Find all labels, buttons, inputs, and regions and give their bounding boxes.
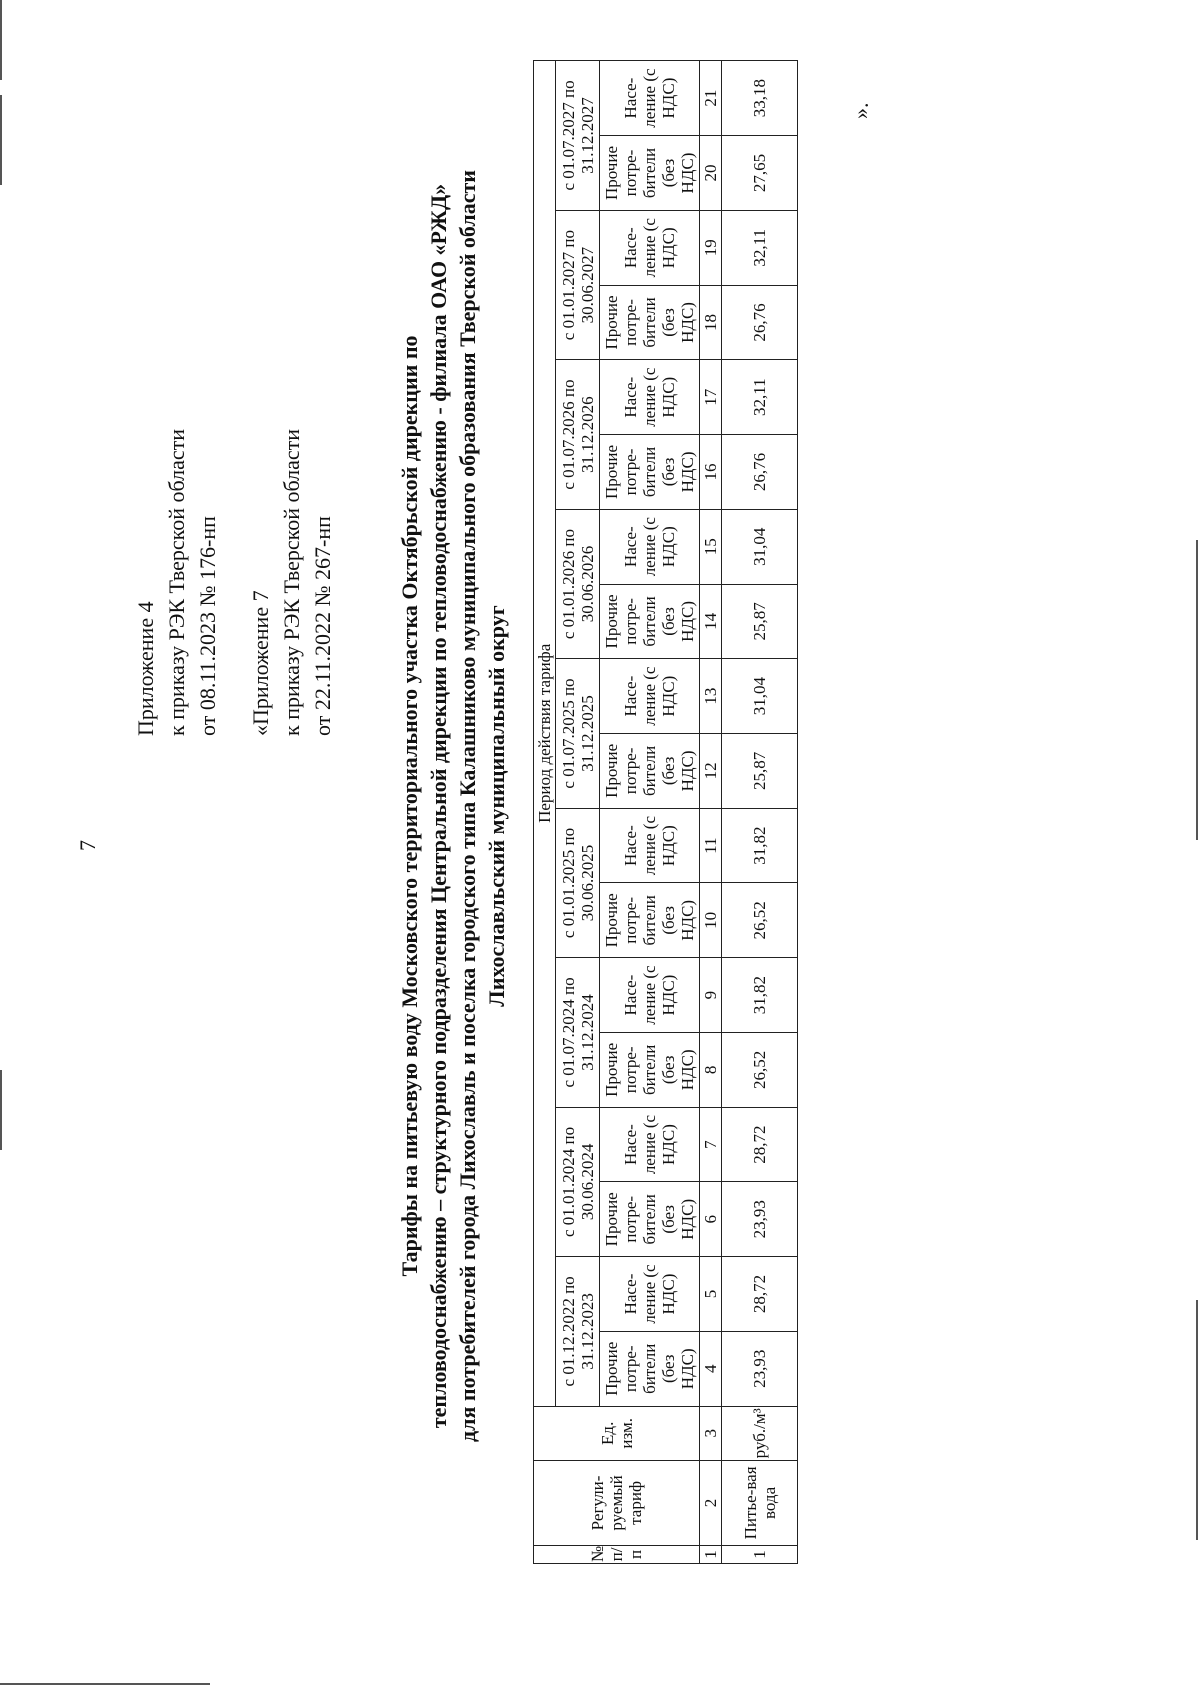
consumer-other-header: Прочие потре-бители (без НДС) [600, 435, 700, 510]
column-number-row [700, 61, 722, 1564]
consumer-population-header: Насе-ление (с НДС) [600, 61, 700, 136]
tariff-value-cell: 23,93 [722, 1182, 798, 1257]
header-period: Период действия тарифа [534, 61, 556, 1407]
tariff-value-cell: 26,52 [722, 1032, 798, 1107]
tariff-value-cell: 27,65 [722, 136, 798, 211]
column-number: 6 [700, 1182, 722, 1257]
column-number: 15 [700, 509, 722, 584]
consumer-other-header: Прочие потре-бители (без НДС) [600, 1032, 700, 1107]
consumer-population-header: Насе-ление (с НДС) [600, 1107, 700, 1182]
column-number: 14 [700, 584, 722, 659]
title-line: Лихославльский муниципальный округ [484, 605, 509, 1007]
appendix-line: от 22.11.2022 № 267-нп [310, 516, 335, 736]
tariff-value-cell: 25,87 [722, 584, 798, 659]
closing-quote: ». [848, 102, 873, 119]
title-line: тепловодоснабжению – структурного подразделения Центральной дирекции по тепловодоснабжению - филиала ОАО «РЖД» [426, 183, 451, 1429]
column-number: 17 [700, 360, 722, 435]
appendix-new-block [130, 429, 223, 736]
column-number: 3 [700, 1406, 722, 1460]
row-unit: руб./м³ [722, 1406, 798, 1460]
header-num: № п/п [534, 1545, 700, 1563]
period-header: с 01.07.2025 по 31.12.2025 [556, 659, 600, 808]
column-number: 7 [700, 1107, 722, 1182]
tariff-value-cell: 28,72 [722, 1257, 798, 1332]
table-row [722, 61, 798, 1564]
column-number: 10 [700, 883, 722, 958]
tariff-value-cell: 26,76 [722, 285, 798, 360]
document-title [395, 166, 511, 1446]
consumer-other-header: Прочие потре-бители (без НДС) [600, 584, 700, 659]
title-line: Тарифы на питьевую воду Московского территориального участка Октябрьской дирекции по [397, 335, 422, 1277]
column-number: 1 [700, 1545, 722, 1563]
period-header: с 01.01.2024 по 30.06.2024 [556, 1107, 600, 1256]
consumer-population-header: Насе-ление (с НДС) [600, 958, 700, 1033]
title-line: для потребителей города Лихославль и поселка городского типа Калашниково муниципального образования Тверской области [455, 170, 480, 1442]
column-number: 9 [700, 958, 722, 1033]
column-number: 8 [700, 1032, 722, 1107]
consumer-other-header: Прочие потре-бители (без НДС) [600, 883, 700, 958]
column-number: 11 [700, 808, 722, 883]
appendix-line: от 08.11.2023 № 176-нп [195, 516, 220, 736]
tariff-value-cell: 31,04 [722, 659, 798, 734]
row-number: 1 [722, 1545, 798, 1563]
tariff-value-cell: 23,93 [722, 1331, 798, 1406]
consumer-population-header: Насе-ление (с НДС) [600, 659, 700, 734]
consumer-population-header: Насе-ление (с НДС) [600, 808, 700, 883]
consumer-population-header: Насе-ление (с НДС) [600, 210, 700, 285]
column-number: 2 [700, 1460, 722, 1545]
consumer-other-header: Прочие потре-бители (без НДС) [600, 1331, 700, 1406]
column-number: 16 [700, 435, 722, 510]
column-number: 18 [700, 285, 722, 360]
consumer-population-header: Насе-ление (с НДС) [600, 360, 700, 435]
column-number: 4 [700, 1331, 722, 1406]
consumer-other-header: Прочие потре-бители (без НДС) [600, 136, 700, 211]
column-number: 20 [700, 136, 722, 211]
tariff-table [533, 60, 798, 1564]
consumer-population-header: Насе-ление (с НДС) [600, 1257, 700, 1332]
header-unit: Ед. изм. [534, 1406, 700, 1460]
column-number: 21 [700, 61, 722, 136]
period-header: с 01.07.2024 по 31.12.2024 [556, 958, 600, 1107]
appendix-line: к приказу РЭК Тверской области [279, 428, 304, 736]
tariff-value-cell: 25,87 [722, 734, 798, 809]
period-header: с 01.01.2027 по 30.06.2027 [556, 210, 600, 359]
appendix-line: к приказу РЭК Тверской области [164, 428, 189, 736]
tariff-value-cell: 33,18 [722, 61, 798, 136]
consumer-other-header: Прочие потре-бители (без НДС) [600, 285, 700, 360]
consumer-population-header: Насе-ление (с НДС) [600, 509, 700, 584]
period-header: с 01.07.2027 по 31.12.2027 [556, 61, 600, 211]
column-number: 5 [700, 1257, 722, 1332]
consumer-row [600, 61, 700, 1564]
period-header: с 01.12.2022 по 31.12.2023 [556, 1257, 600, 1406]
tariff-value-cell: 32,11 [722, 210, 798, 285]
column-number: 12 [700, 734, 722, 809]
period-header: с 01.07.2026 по 31.12.2026 [556, 360, 600, 509]
row-tariff-name: Питье-вая вода [722, 1460, 798, 1545]
period-header: с 01.01.2026 по 30.06.2026 [556, 509, 600, 658]
period-header: с 01.01.2025 по 30.06.2025 [556, 808, 600, 957]
column-number: 19 [700, 210, 722, 285]
page-number: 7 [75, 840, 100, 851]
tariff-value-cell: 28,72 [722, 1107, 798, 1182]
appendix-line: Приложение 4 [133, 601, 158, 736]
tariff-value-cell: 31,82 [722, 808, 798, 883]
consumer-other-header: Прочие потре-бители (без НДС) [600, 734, 700, 809]
consumer-other-header: Прочие потре-бители (без НДС) [600, 1182, 700, 1257]
header-tariff: Регули-руемый тариф [534, 1460, 700, 1545]
tariff-value-cell: 31,82 [722, 958, 798, 1033]
appendix-line: «Приложение 7 [248, 590, 273, 736]
period-row [556, 61, 600, 1564]
tariff-value-cell: 26,52 [722, 883, 798, 958]
tariff-value-cell: 26,76 [722, 435, 798, 510]
appendix-old-block [245, 429, 338, 736]
tariff-value-cell: 32,11 [722, 360, 798, 435]
table-body [722, 61, 798, 1564]
column-number: 13 [700, 659, 722, 734]
tariff-value-cell: 31,04 [722, 509, 798, 584]
